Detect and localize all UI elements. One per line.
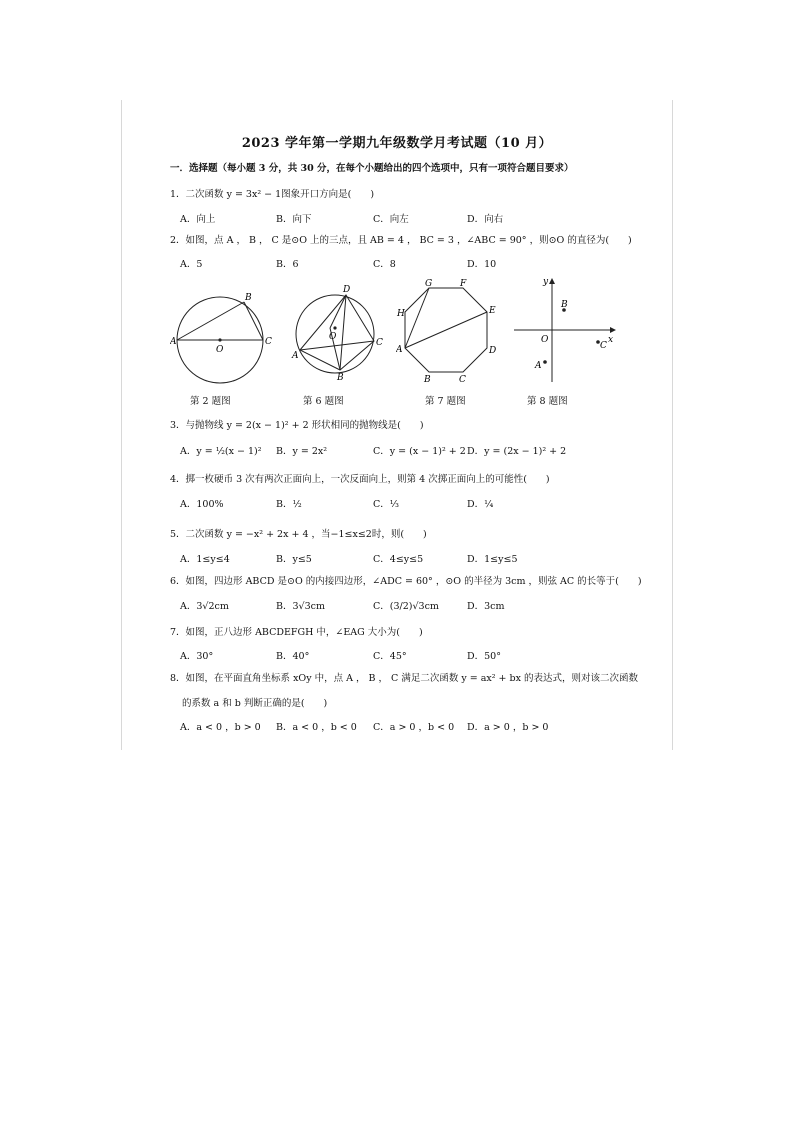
label-c: C: [459, 375, 466, 385]
question-1-stem: 1．二次函数 y = 3x² − 1图象开口方向是( ): [170, 189, 375, 200]
label-a: A: [170, 337, 177, 347]
label-b: B: [245, 293, 252, 303]
label-c: C: [600, 341, 607, 351]
question-6-options: [180, 598, 600, 612]
question-7-options: [180, 648, 600, 662]
label-o: O: [541, 335, 549, 345]
question-2-stem: 2．如图，点 A ， B ， C 是⊙O 上的三点，且 AB = 4 ， BC = 3 ，∠ABC = 90° ，则⊙O 的直径为( ): [170, 235, 632, 246]
option-c: C．45°: [373, 651, 407, 662]
page-edge-left: [121, 100, 122, 750]
option-c: C．a > 0 ，b < 0: [373, 722, 455, 733]
option-b: B．y≤5: [276, 554, 312, 565]
label-f: F: [460, 279, 467, 289]
option-b: B．a < 0 ，b < 0: [276, 722, 357, 733]
option-a: A．100%: [180, 499, 224, 510]
page-edge-right: [672, 100, 673, 750]
figure-q7-caption: 第 7 题图: [425, 396, 466, 407]
question-7-stem: 7．如图，正八边形 ABCDEFGH 中，∠EAG 大小为( ): [170, 627, 423, 638]
figure-q2-circle: [170, 278, 275, 388]
figure-q8-coordinates: [510, 278, 620, 388]
question-6-stem: 6．如图，四边形 ABCD 是⊙O 的内接四边形，∠ADC = 60° ，⊙O 的半径为 3cm ，则弦 AC 的长等于( ): [170, 576, 642, 587]
label-b: B: [337, 373, 344, 383]
option-c: C．8: [373, 259, 396, 270]
label-e: E: [489, 306, 496, 316]
question-4-options: [180, 496, 600, 510]
option-d: D．50°: [467, 651, 501, 662]
question-3-options: [180, 443, 600, 457]
label-c: C: [265, 337, 272, 347]
question-1-options: [180, 211, 600, 225]
exam-title: 2023 学年第一学期九年级数学月考试题（10 月）: [241, 136, 553, 151]
option-b: B．3√3cm: [276, 601, 325, 612]
option-c: C．向左: [373, 214, 409, 225]
option-c: C．(3/2)√3cm: [373, 601, 439, 612]
question-3-stem: 3．与抛物线 y = 2(x − 1)² + 2 形状相同的抛物线是( ): [170, 420, 424, 431]
question-8-options: [180, 719, 600, 733]
option-b: B．y = 2x²: [276, 446, 328, 457]
option-b: B．6: [276, 259, 299, 270]
option-b: B．½: [276, 499, 302, 510]
label-d: D: [489, 346, 497, 356]
option-d: D．¼: [467, 499, 494, 510]
label-d: D: [343, 285, 351, 295]
option-d: D．1≤y≤5: [467, 554, 518, 565]
label-o: O: [329, 332, 337, 342]
option-d: D．10: [467, 259, 497, 270]
label-a: A: [535, 361, 542, 371]
section-heading: 一．选择题（每小题 3 分，共 30 分，在每个小题给出的四个选项中，只有一项符合题目要求）: [170, 163, 574, 174]
label-g: G: [425, 279, 433, 289]
label-a: A: [292, 351, 299, 361]
option-a: A．1≤y≤4: [180, 554, 230, 565]
label-a: A: [396, 345, 403, 355]
option-a: A．a < 0 ，b > 0: [180, 722, 261, 733]
question-5-options: [180, 551, 600, 565]
figure-q8-caption: 第 8 题图: [527, 396, 568, 407]
option-a: A．y = ½(x − 1)²: [180, 446, 262, 457]
option-d: D．y = (2x − 1)² + 2: [467, 446, 567, 457]
option-a: A．向上: [180, 214, 216, 225]
question-5-stem: 5．二次函数 y = −x² + 2x + 4 ，当−1≤x≤2时，则( ): [170, 529, 427, 540]
figure-q7-octagon: [396, 278, 501, 388]
figure-q2-caption: 第 2 题图: [190, 396, 231, 407]
label-c: C: [376, 338, 383, 348]
option-d: D．3cm: [467, 601, 505, 612]
label-x: x: [608, 335, 614, 345]
option-c: C．y = (x − 1)² + 2: [373, 446, 466, 457]
figure-q6-circle: [290, 278, 385, 388]
option-d: D．a > 0 ，b > 0: [467, 722, 549, 733]
label-h: H: [397, 309, 405, 319]
option-a: A．30°: [180, 651, 214, 662]
label-y: y: [543, 278, 549, 287]
label-b: B: [561, 300, 568, 310]
option-a: A．5: [180, 259, 203, 270]
option-a: A．3√2cm: [180, 601, 229, 612]
question-8-stem: 8．如图，在平面直角坐标系 xOy 中，点 A ， B ， C 满足二次函数 y = ax² + bx 的表达式，则对该二次函数: [170, 673, 639, 684]
question-2-options: [180, 256, 600, 270]
option-b: B．向下: [276, 214, 312, 225]
figure-q6-caption: 第 6 题图: [303, 396, 344, 407]
question-4-stem: 4．掷一枚硬币 3 次有两次正面向上，一次反面向上，则第 4 次掷正面向上的可能性( ): [170, 474, 550, 485]
option-c: C．4≤y≤5: [373, 554, 424, 565]
question-8-stem-line2: 的系数 a 和 b 判断正确的是( ): [182, 698, 328, 709]
option-c: C．⅓: [373, 499, 399, 510]
label-b: B: [424, 375, 431, 385]
label-o: O: [216, 345, 224, 355]
option-d: D．向右: [467, 214, 504, 225]
option-b: B．40°: [276, 651, 310, 662]
